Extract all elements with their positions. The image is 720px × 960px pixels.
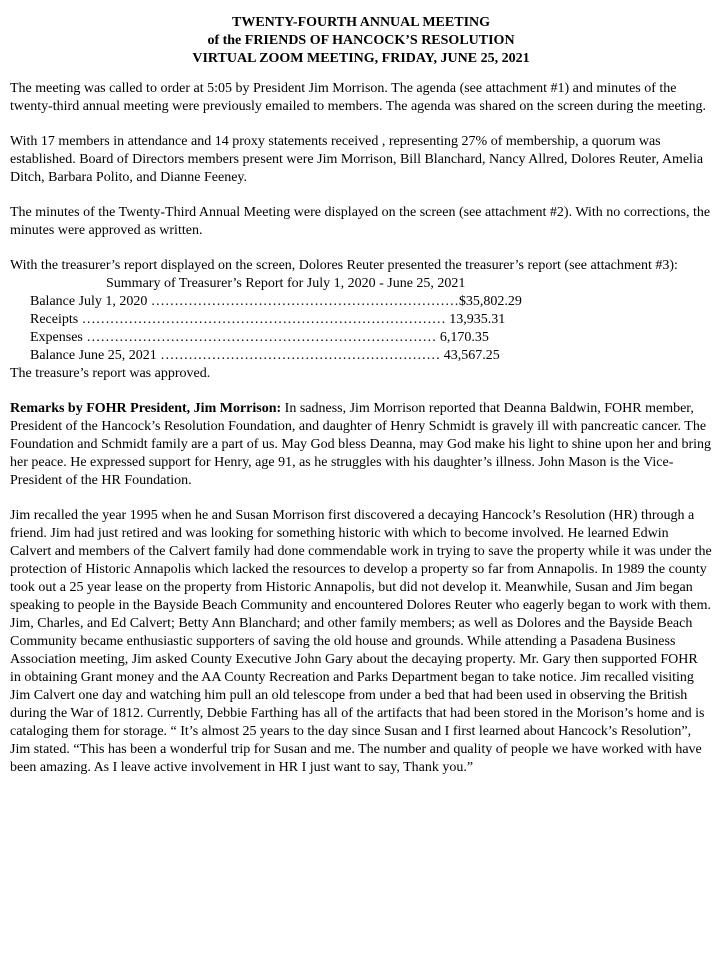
- summary-row-label: Receipts: [30, 312, 82, 327]
- summary-row-amount: $35,802.29: [458, 294, 522, 309]
- summary-row-amount: 6,170.35: [439, 330, 489, 345]
- summary-row-leader: …………………………………………………………: [150, 294, 459, 309]
- summary-row-label: Balance June 25, 2021: [30, 348, 161, 363]
- summary-row-label: Balance July 1, 2020: [30, 294, 151, 309]
- remarks-text: In sadness, Jim Morrison reported that Deanna Baldwin, FOHR member, President of the Hancock’s Resolution Foundation, and daughter of Henry Schmidt is gravely ill with pancreatic cancer. The Foundation and Schmidt family are a part of us. May God bless Deanna, may God make his light to shine upon her and bring her peace. He expressed support for Henry, age 91, as he struggles with his daughter’s illness. John Mason is the Vice-President of the HR Foundation.: [10, 401, 712, 488]
- header-title: TWENTY-FOURTH ANNUAL MEETING: [231, 15, 491, 30]
- summary-row: [10, 311, 712, 329]
- document-header: [10, 14, 712, 68]
- summary-row-amount: 43,567.25: [443, 348, 500, 363]
- paragraph-call-to-order: The meeting was called to order at 5:05 by President Jim Morrison. The agenda (see attachment #1) and minutes of the twenty-third annual meeting were previously emailed to members. The agenda was shared on the screen during the meeting.: [10, 81, 707, 114]
- paragraph-history-recollection: Jim recalled the year 1995 when he and Susan Morrison first discovered a decaying Hancock’s Resolution (HR) through a friend. Jim had just retired and was looking for something historic with which to become involved. He learned Edwin Calvert and members of the Calvert family had done commendable work in trying to save the property while it was under the protection of Historic Annapolis which lacked the resources to develop a property so far from Annapolis. In 1989 the county took out a 25 year lease on the property from Historic Annapolis, but did not develop it. Meanwhile, Susan and Jim began speaking to people in the Bayside Beach Community and encountered Dolores Reuter who eagerly began to work with them. Jim, Charles, and Ed Calvert; Betty Ann Blanchard; and other family members; as well as Dolores and the Bayside Beach Community became enthusiastic supporters of saving the old house and grounds. While attending a Pasadena Business Association meeting, Jim asked County Executive John Gary about the decaying property. Mr. Gary then supported FOHR in obtaining Grant money and the AA County Recreation and Parks Department began to take notice. Jim recalled visiting Jim Calvert one day and watching him pull an old telescope from under a bed that had been used in observing the British during the War of 1812. Currently, Debbie Farthing has all of the artifacts that had been stored in the Morison’s home and is cataloging them for storage. “ It’s almost 25 years to the day since Susan and I first learned about Hancock’s Resolution”, Jim stated. “This has been a wonderful trip for Susan and me. The number and quality of people we have worked with have been amazing. As I leave active involvement in HR I just want to say, Thank you.”: [10, 508, 712, 775]
- header-meeting-info: VIRTUAL ZOOM MEETING, FRIDAY, JUNE 25, 2021: [192, 51, 530, 66]
- summary-row-leader: ……………………………………………………………………: [81, 312, 446, 327]
- paragraph-president-remarks: [10, 400, 712, 490]
- summary-row: [10, 329, 712, 347]
- header-organization: of the FRIENDS OF HANCOCK’S RESOLUTION: [207, 33, 515, 48]
- paragraph-treasurer-intro: With the treasurer’s report displayed on the screen, Dolores Reuter presented the treasurer’s report (see attachment #3):: [10, 258, 678, 273]
- remarks-heading: Remarks by FOHR President, Jim Morrison:: [10, 401, 282, 416]
- summary-row-leader: ……………………………………………………: [160, 348, 444, 363]
- paragraph-minutes-approval: The minutes of the Twenty-Third Annual Meeting were displayed on the screen (see attachment #2). With no corrections, the minutes were approved as written.: [10, 205, 711, 238]
- summary-row: [10, 347, 712, 365]
- treasurer-summary: [10, 275, 712, 365]
- summary-row-amount: 13,935.31: [445, 312, 506, 327]
- summary-row: [10, 293, 712, 311]
- treasurer-report-approved: The treasure’s report was approved.: [10, 366, 211, 381]
- paragraph-quorum: With 17 members in attendance and 14 proxy statements received , representing 27% of membership, a quorum was established. Board of Directors members present were Jim Morrison, Bill Blanchard, Nancy Allred, Dolores Reuter, Amelia Ditch, Barbara Polito, and Dianne Feeney.: [10, 134, 704, 185]
- meeting-minutes: [10, 14, 712, 794]
- summary-row-leader: …………………………………………………………………: [86, 330, 440, 345]
- treasurer-summary-title: Summary of Treasurer’s Report for July 1, 2020 - June 25, 2021: [106, 276, 466, 291]
- summary-row-label: Expenses: [30, 330, 87, 345]
